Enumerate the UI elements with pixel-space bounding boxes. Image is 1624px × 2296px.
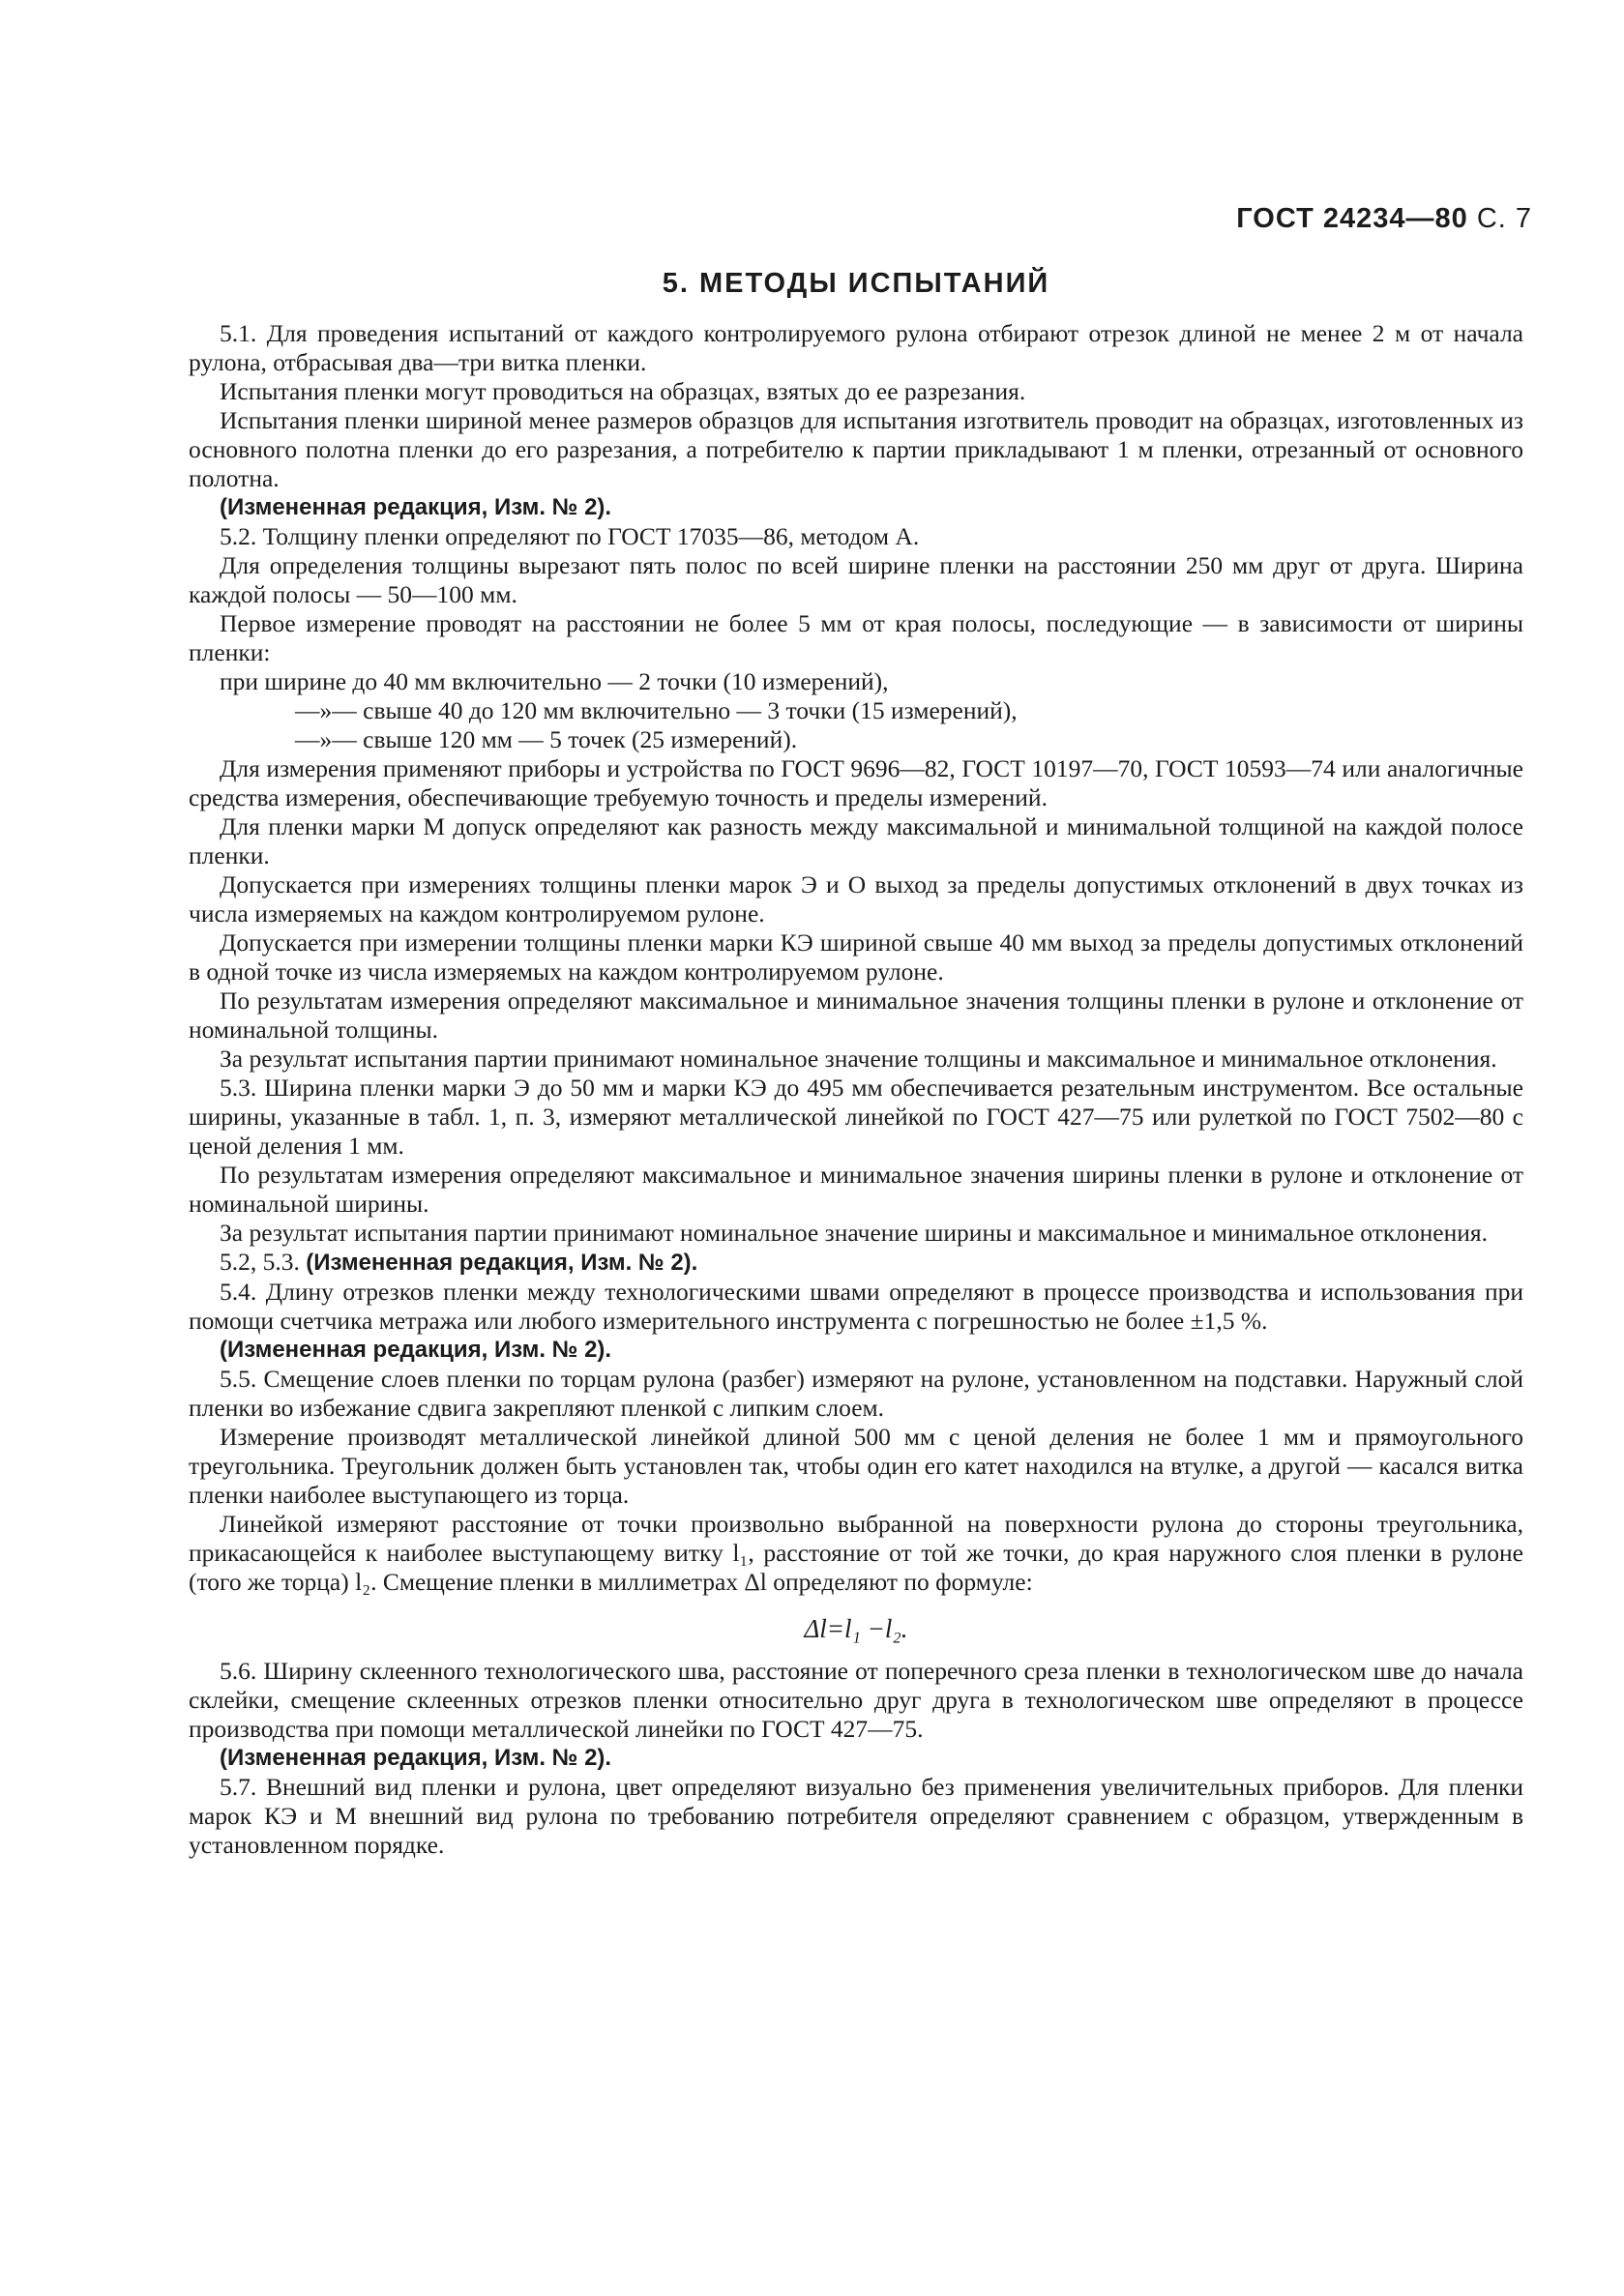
paragraph: Допускается при измерении толщины пленки марки КЭ шириной свыше 40 мм выход за пределы допустимых отклонений в одной точке из числа измеряемых на каждом контролируемом рулоне. — [189, 928, 1523, 986]
paragraph: Для измерения применяют приборы и устройства по ГОСТ 9696—82, ГОСТ 10197—70, ГОСТ 10593—74 или аналогичные средства измерения, обеспечивающие требуемую точность и пределы измерений. — [189, 754, 1523, 811]
formula: Δl=l₁ −l₂. — [804, 1614, 908, 1643]
paragraph: По результатам измерения определяют максимальное и минимальное значения толщины пленки в рулоне и отклонение от номинальной толщины. — [189, 986, 1523, 1044]
paragraph: 5.5. Смещение слоев пленки по торцам рулона (разбег) измеряют на рулоне, установленном на подставки. Наружный слой пленки во избежание сдвига закрепляют пленкой с липким слоем. — [189, 1365, 1523, 1422]
paragraph: Испытания пленки могут проводиться на образцах, взятых до ее разрезания. — [220, 377, 1026, 405]
paragraph: Линейкой измеряют расстояние от точки произвольно выбранной на поверхности рулона до стороны треугольника, прикасающейся к наиболее выступающему витку l₁, расстояние от той же точки, до края наружного слоя пленки в рулоне (того же торца) l₂. Смещение пленки в миллиметрах Δl определяют по формуле: — [189, 1510, 1523, 1596]
paragraph: 5.1. Для проведения испытаний от каждого контролируемого рулона отбирают отрезок длиной не менее 2 м от начала рулона, отбрасывая два—три витка пленки. — [189, 319, 1523, 376]
paragraph: По результатам измерения определяют максимальное и минимальное значения ширины пленки в рулоне и отклонение от номинальной ширины. — [189, 1161, 1523, 1218]
clause-refs: 5.2, 5.3. — [220, 1248, 300, 1276]
paragraph: Для определения толщины вырезают пять полос по всей ширине пленки на расстоянии 250 мм друг от друга. Ширина каждой полосы — 50—100 мм. — [189, 551, 1523, 608]
paragraph: 5.2. Толщину пленки определяют по ГОСТ 17035—86, методом А. — [220, 522, 920, 550]
paragraph: За результат испытания партии принимают номинальное значение ширины и максимальное и минимальное отклонения. — [220, 1219, 1489, 1247]
paragraph: Первое измерение проводят на расстоянии не более 5 мм от края полосы, последующие — в зависимости от ширины пленки: — [189, 609, 1523, 666]
gost-number: ГОСТ 24234—80 — [1236, 203, 1468, 234]
amendment-note: (Измененная редакция, Изм. № 2). — [220, 494, 612, 520]
amendment-note: (Измененная редакция, Изм. № 2). — [220, 1745, 612, 1771]
amendment-note: (Измененная редакция, Изм. № 2). — [306, 1250, 698, 1276]
paragraph: Испытания пленки шириной менее размеров образцов для испытания изготвитель проводит на образцах, изготовленных из основного полотна пленки до его разрезания, а потребителю к партии прикладывают 1 м пленки, отрезанный от основного полотна. — [189, 406, 1523, 492]
paragraph: Для пленки марки М допуск определяют как разность между максимальной и минимальной толщиной на каждой полосе пленки. — [189, 812, 1523, 869]
amendment-note: (Измененная редакция, Изм. № 2). — [220, 1337, 612, 1363]
paragraph: Измерение производят металлической линейкой длиной 500 мм с ценой деления не более 1 мм и прямоугольного треугольника. Треугольник должен быть установлен так, чтобы один его катет находился на втулке, а другой — касался витка пленки наиболее выступающего из торца. — [189, 1423, 1523, 1509]
amendment-line — [189, 1248, 1523, 1278]
paragraph: 5.3. Ширина пленки марки Э до 50 мм и марки КЭ до 495 мм обеспечивается резательным инструментом. Все остальные ширины, указанные в табл. 1, п. 3, измеряют металлической линейкой по ГОСТ 427—75 или рулеткой по ГОСТ 7502—80 с ценой деления 1 мм. — [189, 1074, 1523, 1160]
section-title: 5. МЕТОДЫ ИСПЫТАНИЙ — [662, 268, 1050, 299]
paragraph: Допускается при измерениях толщины пленки марок Э и О выход за пределы допустимых отклонений в двух точках из числа измеряемых на каждом контролируемом рулоне. — [189, 870, 1523, 927]
paragraph: За результат испытания партии принимают номинальное значение толщины и максимальное и минимальное отклонения. — [220, 1045, 1497, 1073]
page-number: С. 7 — [1476, 203, 1532, 234]
list-item: —»— свыше 40 до 120 мм включительно — 3 точки (15 измерений), — [295, 696, 1018, 724]
document-page — [189, 198, 1523, 1860]
paragraph: 5.4. Длину отрезков пленки между технологическими швами определяют в процессе производства и использования при помощи счетчика метража или любого измерительного инструмента с погрешностью не более ±1,5 %. — [189, 1278, 1523, 1335]
list-item: —»— свыше 120 мм — 5 точек (25 измерений). — [295, 725, 798, 753]
paragraph: 5.6. Ширину склеенного технологического шва, расстояние от поперечного среза пленки в технологическом шве до начала склейки, смещение склеенных отрезков пленки относительно друг друга в технологическом шве определяют в процессе производства при помощи металлической линейки по ГОСТ 427—75. — [189, 1657, 1523, 1743]
paragraph: 5.7. Внешний вид пленки и рулона, цвет определяют визуально без применения увеличительных приборов. Для пленки марок КЭ и М внешний вид рулона по требованию потребителя определяют сравнением с образцом, утвержденным в установленном порядке. — [189, 1773, 1523, 1859]
list-item: при ширине до 40 мм включительно — 2 точки (10 измерений), — [220, 667, 889, 695]
